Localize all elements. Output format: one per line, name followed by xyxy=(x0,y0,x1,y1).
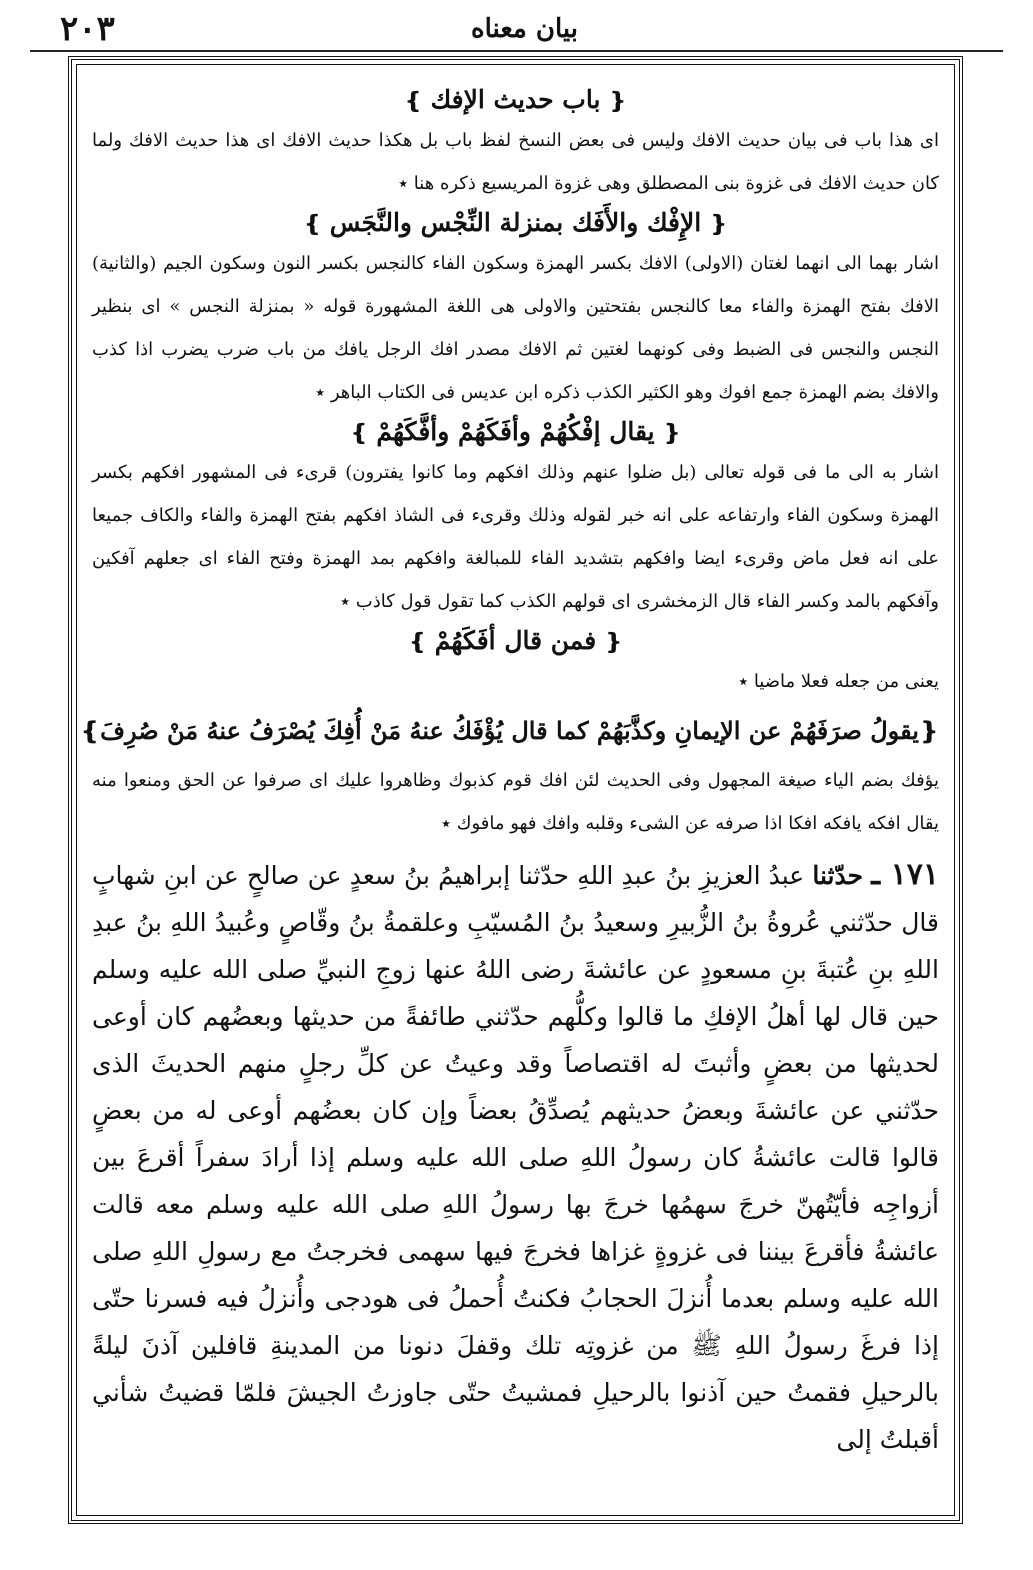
section-heading-text: يقال إفْكُهُمْ وأفَكَهُمْ وأفَّكَهُمْ xyxy=(376,417,655,446)
page-number: ٢٠٣ xyxy=(60,9,115,49)
section-heading: ❴فمن قال أفَكَهُمْ❵ xyxy=(408,626,623,655)
text-frame xyxy=(68,56,963,1524)
section-heading-text: فمن قال أفَكَهُمْ xyxy=(434,626,597,655)
quote-commentary: يؤفك بضم الياء صيغة المجهول وفى الحديث لئن افك قوم كذبوك وظاهروا عليك اى صرفوا عن الحق ومنعوا منه يقال افكه يافكه افكا اذا صرفه عن الشىء وقلبه وافك فهو مافوك ٭ xyxy=(92,770,939,834)
hadith-body: عبدُ العزيزِ بنُ عبدِ اللهِ حدّثنا إبراهيمُ بنُ سعدٍ عن صالحٍ عن ابنِ شهابٍ قال حدّثني عُروةُ بنُ الزُّبيرِ وسعيدُ بنُ المُسيّبِ وعلقمةُ بنُ وقّاصٍ وعُبيدُ اللهِ بنُ عبدِ اللهِ بنِ عُتبةَ بنِ مسعودٍ عن عائشةَ رضى اللهُ عنها زوجِ النبيِّ صلى الله عليه وسلم حين قال لها أهلُ الإفكِ ما قالوا وكلُّهم حدّثني طائفةً من حديثها وبعضُهم كان أوعى لحديثها من بعضٍ وأثبتَ له اقتصاصاً وقد وعيتُ عن كلِّ رجلٍ منهم الحديثَ الذى حدّثني عن عائشةَ وبعضُ حديثهم يُصدِّقُ بعضاً وإن كان بعضُهم أوعى له من بعضٍ قالوا قالت عائشةُ كان رسولُ اللهِ صلى الله عليه وسلم إذا أرادَ سفراً أقرعَ بين أزواجِه فأيّتُهنّ خرجَ سهمُها خرجَ بها رسولُ اللهِ صلى الله عليه وسلم معه قالت عائشةُ فأقرعَ بيننا فى غزوةٍ غزاها فخرجَ فيها سهمى فخرجتُ مع رسولِ اللهِ صلى الله عليه وسلم بعدما أُنزلَ الحجابُ فكنتُ أُحملُ فى هودجى وأُنزلُ فيه فسرنا حتّى إذا فرغَ رسولُ اللهِ ﷺ من غزوتِه تلك وقفلَ دنونا من المدينةِ قافلين آذنَ ليلةً بالرحيلِ فقمتُ حين آذنوا بالرحيلِ فمشيتُ حتّى جاوزتُ الجيشَ فلمّا قضيتُ شأني أقبلتُ إلى xyxy=(92,861,939,1454)
section-commentary: اى هذا باب فى بيان حديث الافك وليس فى بعض النسخ لفظ باب بل هكذا حديث الافك اى هذا حديث الافك ولما كان حديث الافك فى غزوة بنى المصطلق وهى غزوة المريسيع ذكره هنا ٭ xyxy=(92,130,939,194)
quoted-text-body: يقولُ صرَفَهُمْ عن الإيمانِ وكذَّبَهُمْ كما قال يُؤْفَكُ عنهُ مَنْ أُفِكَ يُصْرَفُ عنهُ مَنْ صُرِفَ xyxy=(100,716,919,745)
section-heading: ❴يقال إفْكُهُمْ وأفَكَهُمْ وأفَّكَهُمْ❵ xyxy=(349,417,682,446)
hadith-opening: حدّثنا xyxy=(812,861,864,890)
running-title: بيان معناه xyxy=(470,14,578,44)
section-commentary: اشار به الى ما فى قوله تعالى (بل ضلوا عنهم وذلك افكهم وما كانوا يفترون) قرىء فى المشهور افكهم بكسر الهمزة وسكون الفاء وارتفاعه على انه خبر لقوله وذلك وقرىء فى الشاذ افكهم بفتح الهمزة والفاء والكاف جميعا على انه فعل ماض وقرىء ايضا وافكهم بتشديد الفاء للمبالغة وافكهم بمد الهمزة وفتح الفاء اى جعلهم آفكين وآفكهم بالمد وكسر الفاء قال الزمخشرى اى قولهم الكذب كما تقول قول كاذب ٭ xyxy=(92,462,939,612)
quoted-text: ❴يقولُ صرَفَهُمْ عن الإيمانِ وكذَّبَهُمْ كما قال يُؤْفَكُ عنهُ مَنْ أُفِكَ يُصْرَفُ عنهُ مَنْ صُرِفَ❵ xyxy=(80,716,939,745)
section-heading-text: الإِفْك والأَفَك بمنزلة النِّجْس والنَّجَس xyxy=(329,208,702,237)
hadith-number: ١٧١ ـ xyxy=(871,857,939,892)
section-heading-text: باب حديث الإفك xyxy=(430,85,601,114)
header-rule xyxy=(30,50,1003,52)
hadith-text xyxy=(92,851,939,1463)
section-heading: ❴الإِفْك والأَفَك بمنزلة النِّجْس والنَّجَس❵ xyxy=(303,208,728,237)
section-heading: ❴باب حديث الإفك❵ xyxy=(404,85,627,114)
section-commentary: يعنى من جعله فعلا ماضيا ٭ xyxy=(738,671,939,692)
page-header xyxy=(60,8,973,50)
section-commentary: اشار بهما الى انهما لغتان (الاولى) الافك بكسر الهمزة وسكون الفاء كالنجس بكسر النون وسكون الجيم (والثانية) الافك بفتح الهمزة والفاء معا كالنجس بفتحتين والاولى هى اللغة المشهورة قوله « بمنزلة النجس » اى بنظير النجس والنجس فى الضبط وفى كونهما لغتين ثم الافك مصدر افك الرجل يافك من باب ضرب يضرب اذا كذب والافك بضم الهمزة جمع افوك وهو الكثير الكذب ذكره ابن عديس فى الكتاب الباهر ٭ xyxy=(92,253,939,403)
